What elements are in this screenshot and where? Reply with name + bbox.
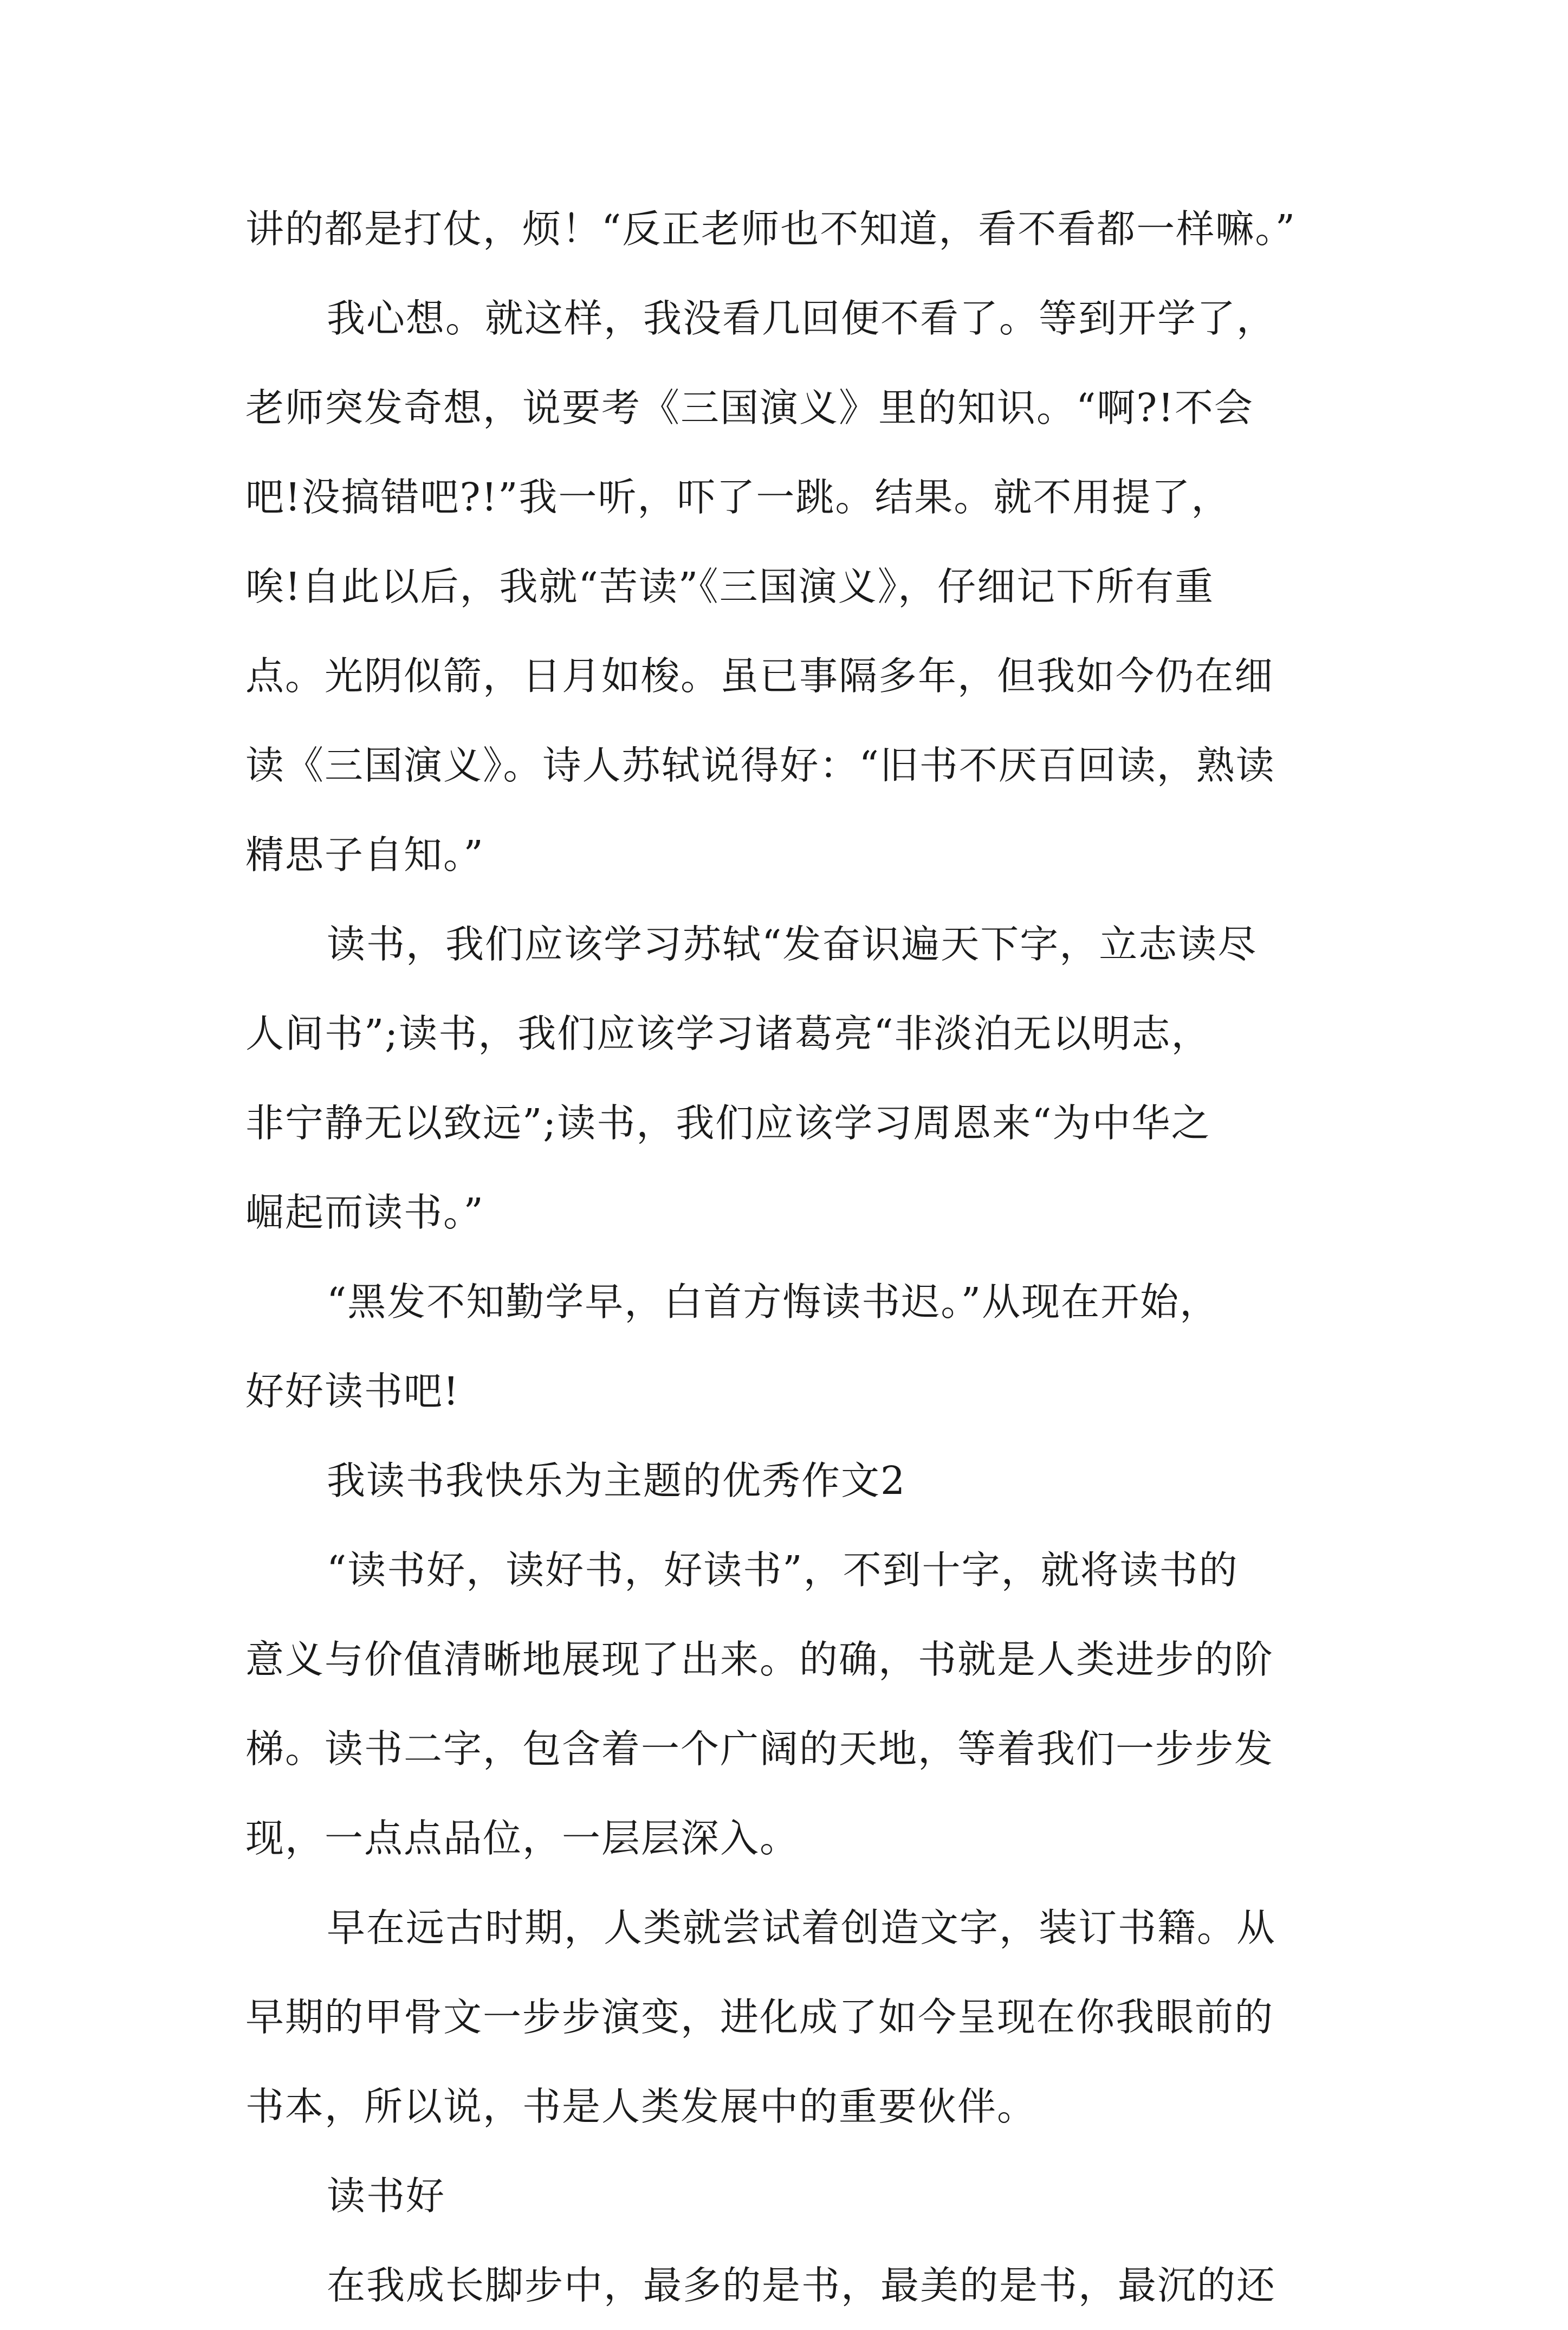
text-line: 早期的甲骨文一步步演变，进化成了如今呈现在你我眼前的 (245, 1995, 1274, 2040)
subheading: 读书好 (327, 2173, 446, 2218)
text-line: 早在远古时期，人类就尝试着创造文字，装订书籍。从 (327, 1905, 1277, 1950)
text-line: 在我成长脚步中，最多的是书，最美的是书，最沉的还 (327, 2263, 1277, 2308)
text-line: 我心想。就这样，我没看几回便不看了。等到开学了， (327, 296, 1277, 341)
text-line: 人间书”;读书，我们应该学习诸葛亮“非淡泊无以明志， (245, 1011, 1211, 1056)
text-line: 读书，我们应该学习苏轼“发奋识遍天下字，立志读尽 (327, 922, 1258, 967)
text-line: 老师突发奇想，说要考《三国演义》里的知识。“啊?!不会 (245, 385, 1254, 430)
text-line: 非宁静无以致远”;读书，我们应该学习周恩来“为中华之 (245, 1101, 1211, 1145)
text-line: 精思子自知。” (245, 832, 484, 877)
text-line: 点。光阴似箭，日月如梭。虽已事隔多年，但我如今仍在细 (245, 653, 1274, 698)
text-line: 吧!没搞错吧?!”我一听，吓了一跳。结果。就不用提了， (245, 475, 1231, 520)
text-line: “黑发不知勤学早，白首方悔读书迟。”从现在开始， (327, 1279, 1220, 1324)
text-line: “读书好，读好书，好读书”，不到十字，就将读书的 (327, 1548, 1239, 1593)
text-line: 现，一点点品位，一层层深入。 (245, 1816, 800, 1861)
text-line: 意义与价值清晰地展现了出来。的确，书就是人类进步的阶 (245, 1637, 1274, 1682)
section-heading: 我读书我快乐为主题的优秀作文2 (327, 1458, 906, 1503)
text-line: 唉!自此以后，我就“苦读”《三国演义》，仔细记下所有重 (245, 564, 1215, 609)
text-line: 崛起而读书。” (245, 1190, 484, 1235)
text-line: 书本，所以说，书是人类发展中的重要伙伴。 (245, 2084, 1037, 2129)
text-line: 梯。读书二字，包含着一个广阔的天地，等着我们一步步发 (245, 1726, 1274, 1771)
document-body (245, 184, 1351, 2330)
text-line: 读《三国演义》。诗人苏轼说得好：“旧书不厌百回读，熟读 (245, 743, 1275, 788)
text-line: 讲的都是打仗，烦！“反正老师也不知道，看不看都一样嘛。” (245, 206, 1297, 251)
text-line: 好好读书吧! (245, 1369, 460, 1414)
